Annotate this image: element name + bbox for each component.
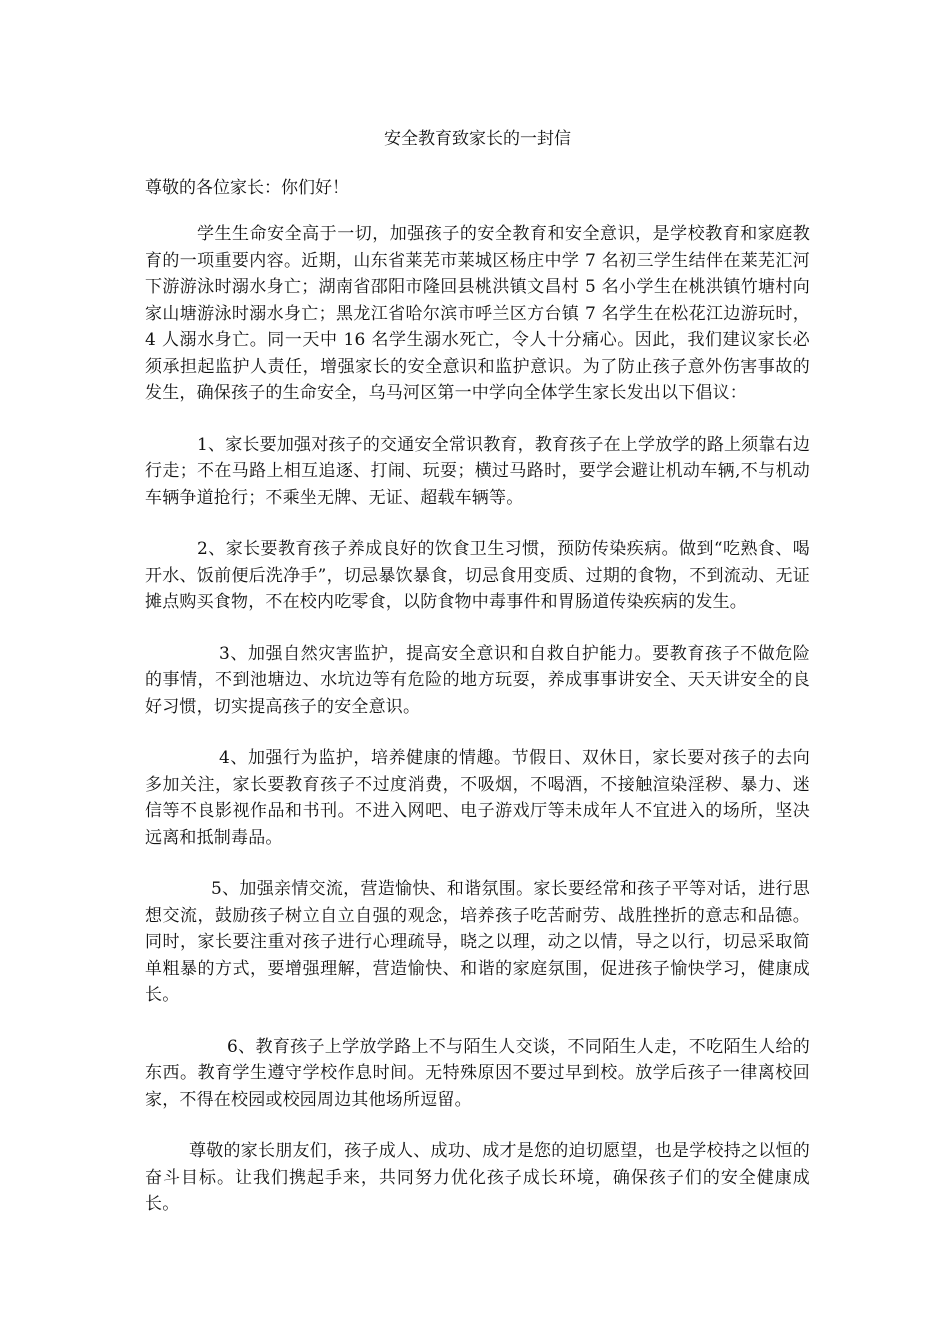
letter-page — [145, 126, 810, 1218]
intro-paragraph: 学生生命安全高于一切，加强孩子的安全教育和安全意识，是学校教育和家庭教育的一项重要内容。近期，山东省莱芜市莱城区杨庄中学 7 名初三学生结伴在莱芜汇河下游游泳时溺水身亡；湖南省邵阳市隆回县桃洪镇文昌村 5 名小学生在桃洪镇竹塘村向家山塘游泳时溺水身亡；黑龙江省哈尔滨市呼兰区方台镇 7 名学生在松花江边游玩时，4 人溺水身亡。同一天中 16 名学生溺水死亡，令人十分痛心。因此，我们建议家长必须承担起监护人责任，增强家长的安全意识和监护意识。为了防止孩子意外伤害事故的发生，确保孩子的生命安全，乌马河区第一中学向全体学生家长发出以下倡议： — [145, 224, 810, 403]
proposal-item-5: 5、加强亲情交流，营造愉快、和谐氛围。家长要经常和孩子平等对话，进行思想交流，鼓励孩子树立自立自强的观念，培养孩子吃苦耐劳、战胜挫折的意志和品德。同时，家长要注重对孩子进行心理疏导，晓之以理，动之以情，导之以行，切忌采取简单粗暴的方式，要增强理解，营造愉快、和谐的家庭氛围，促进孩子愉快学习，健康成长。 — [145, 879, 810, 1005]
proposal-item-1: 1、家长要加强对孩子的交通安全常识教育，教育孩子在上学放学的路上须靠右边行走；不在马路上相互追逐、打闹、玩耍；横过马路时，要学会避让机动车辆,不与机动车辆争道抢行；不乘坐无牌、无证、超载车辆等。 — [145, 434, 811, 508]
page-title: 安全教育致家长的一封信 — [384, 129, 571, 149]
proposal-item-6: 6、教育孩子上学放学路上不与陌生人交谈，不同陌生人走，不吃陌生人给的东西。教育学生遵守学校作息时间。无特殊原因不要过早到校。放学后孩子一律离校回家，不得在校园或校园周边其他场所逗留。 — [145, 1036, 810, 1110]
greeting: 尊敬的各位家长：你们好！ — [145, 178, 349, 198]
proposal-item-3: 3、加强自然灾害监护，提高安全意识和自救自护能力。要教育孩子不做危险的事情，不到池塘边、水坑边等有危险的地方玩耍，养成事事讲安全、天天讲安全的良好习惯，切实提高孩子的安全意识。 — [145, 643, 810, 717]
proposal-item-2: 2、家长要教育孩子养成良好的饮食卫生习惯，预防传染疾病。做到“吃熟食、喝开水、饭前便后洗净手”，切忌暴饮暴食，切忌食用变质、过期的食物，不到流动、无证摊点购买食物，不在校内吃零食，以防食物中毒事件和胃肠道传染疾病的发生。 — [145, 539, 810, 612]
closing-paragraph: 尊敬的家长朋友们，孩子成人、成功、成才是您的迫切愿望，也是学校持之以恒的奋斗目标。让我们携起手来，共同努力优化孩子成长环境，确保孩子们的安全健康成长。 — [145, 1141, 810, 1214]
proposal-item-4: 4、加强行为监护，培养健康的情趣。节假日、双休日，家长要对孩子的去向多加关注，家长要教育孩子不过度消费，不吸烟，不喝酒，不接触渲染淫秽、暴力、迷信等不良影视作品和书刊。不进入网吧、电子游戏厅等未成年人不宜进入的场所，坚决远离和抵制毒品。 — [145, 748, 810, 848]
